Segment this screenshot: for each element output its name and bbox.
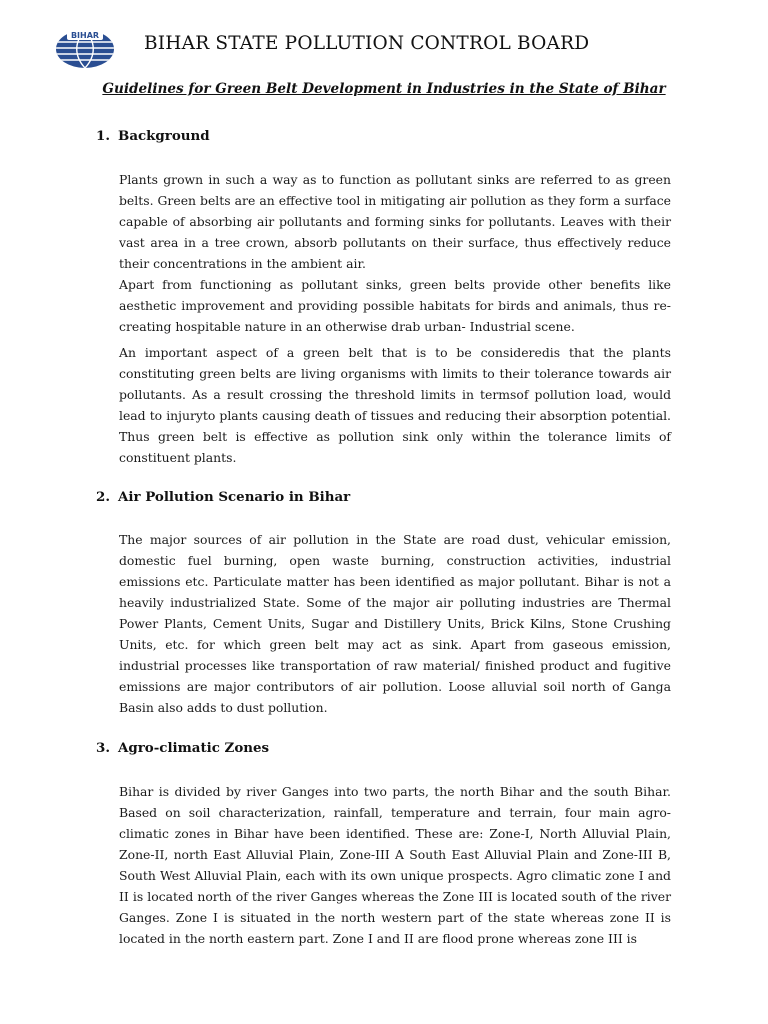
paragraph: Bihar is divided by river Ganges into two parts, the north Bihar and the south Bihar. Based on soil characterization, rainfall, temperature and terrain, four main agro-climatic zones in Bihar have been identified. These are: Zone-I, North Alluvial Plain, Zone-II, north East Alluvial Plain, Zone-III A South East Alluvial Plain and Zone-III B, South West Alluvial Plain, each with its own unique prospects. Agro climatic zone I and II is located north of the river Ganges whereas the Zone III is located south of the river Ganges. Zone I is situated in the north western part of the state whereas zone II is located in the north eastern part. Zone I and II are flood prone whereas zone III is (119, 784, 671, 946)
paragraph: Plants grown in such a way as to function as pollutant sinks are referred to as green belts. Green belts are an effective tool in mitigating air pollution as they form a surface capable of absorbing air pollutants and forming sinks for pollutants. Leaves with their vast area in a tree crown, absorb pollutants on their surface, thus effectively reduce their concentrations in the ambient air. (119, 172, 671, 271)
page-header (0, 0, 768, 80)
section-heading-agro-climatic (96, 740, 269, 756)
organization-name: BIHAR STATE POLLUTION CONTROL BOARD (144, 33, 590, 54)
section-title: Air Pollution Scenario in Bihar (118, 489, 351, 505)
logo-text: BIHAR (70, 31, 100, 40)
bspcb-logo (54, 22, 116, 70)
section-number: 2. (96, 489, 110, 505)
section-title: Background (118, 128, 210, 144)
section-number: 1. (96, 128, 110, 144)
section-heading-air-pollution (96, 489, 350, 505)
paragraph: The major sources of air pollution in the State are road dust, vehicular emission, domestic fuel burning, open waste burning, construction activities, industrial emissions etc. Particulate matter has been identified as major pollutant. Bihar is not a heavily industrialized State. Some of the major air polluting industries are Thermal Power Plants, Cement Units, Sugar and Distillery Units, Brick Kilns, Stone Crushing Units, etc. for which green belt may act as sink. Apart from gaseous emission, industrial processes like transportation of raw material/ finished product and fugitive emissions are major contributors of air pollution. Loose alluvial soil north of Ganga Basin also adds to dust pollution. (119, 532, 671, 715)
section-number: 3. (96, 740, 110, 756)
section-title: Agro-climatic Zones (118, 740, 270, 756)
document-title: Guidelines for Green Belt Development in Industries in the State of Bihar (102, 81, 666, 97)
paragraph: An important aspect of a green belt that is to be consideredis that the plants constituting green belts are living organisms with limits to their tolerance towards air pollutants. As a result crossing the threshold limits in termsof pollution load, would lead to injuryto plants causing death of tissues and reducing their absorption potential. Thus green belt is effective as pollution sink only within the tolerance limits of constituent plants. (119, 345, 671, 465)
paragraph: Apart from functioning as pollutant sinks, green belts provide other benefits like aesthetic improvement and providing possible habitats for birds and animals, thus re- creating hospitable nature in an otherwise drab urban- Industrial scene. (119, 277, 671, 334)
section-heading-background (96, 128, 210, 144)
